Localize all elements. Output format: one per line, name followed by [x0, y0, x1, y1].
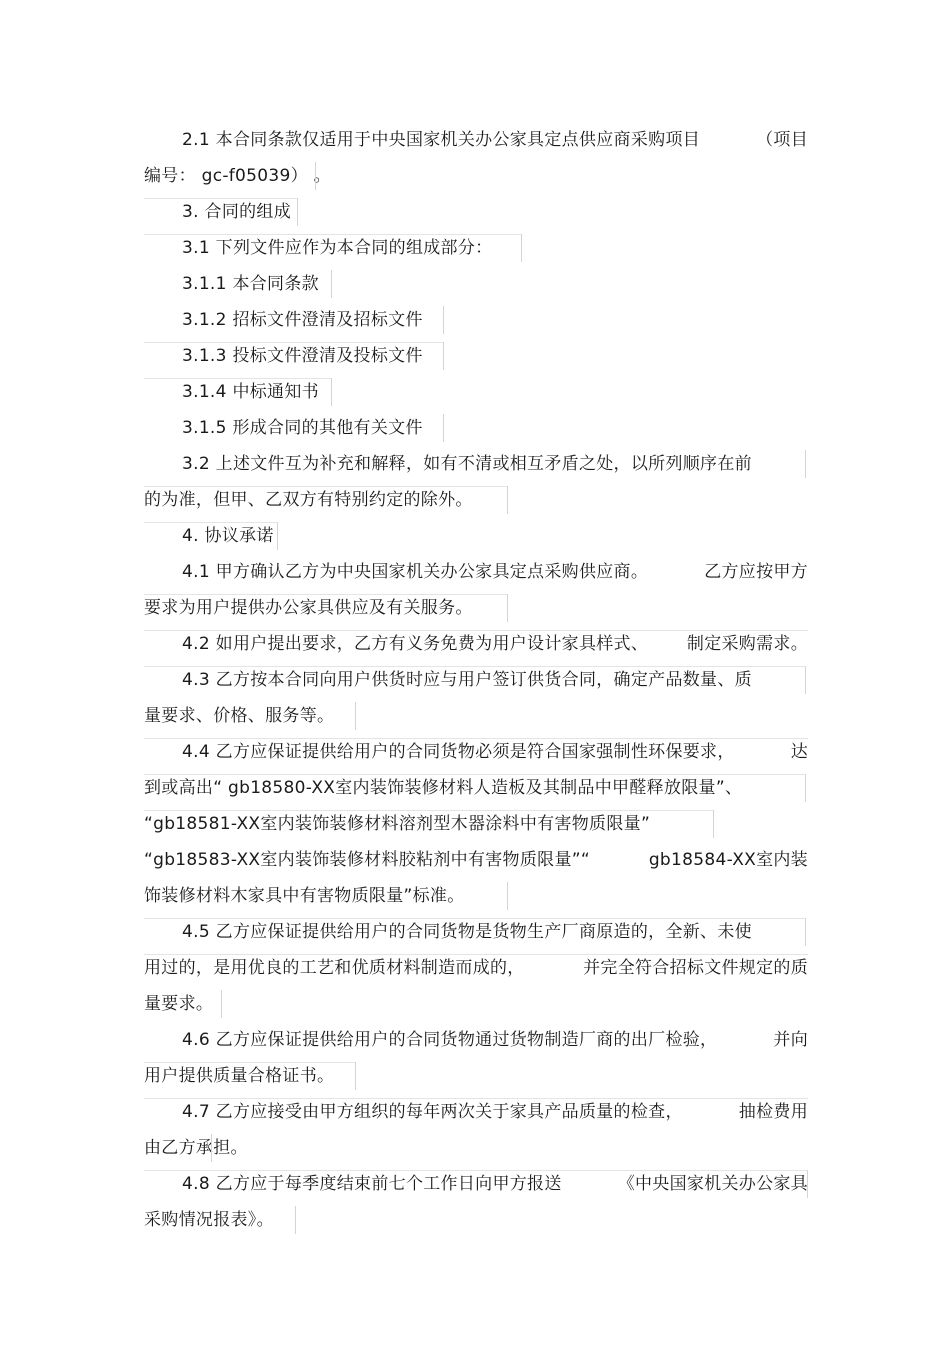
contract-document: [144, 122, 808, 1238]
clause-3-2-line-2: 的为准，但甲、乙双方有特别约定的除外。: [144, 482, 808, 518]
section-3-heading: 3. 合同的组成: [144, 194, 808, 230]
clause-4-7-line-2: 由乙方承担。: [144, 1130, 808, 1166]
clause-4-8-line-2: 采购情况报表》。: [144, 1202, 808, 1238]
clause-3-2-line-1: 3.2 上述文件互为补充和解释，如有不清或相互矛盾之处，以所列顺序在前: [144, 446, 808, 482]
clause-4-5-line-1: 4.5 乙方应保证提供给用户的合同货物是货物生产厂商原造的，全新、未使: [144, 914, 808, 950]
clause-3-1: 3.1 下列文件应作为本合同的组成部分：: [144, 230, 808, 266]
clause-4-3-line-2: 量要求、价格、服务等。: [144, 698, 808, 734]
clause-4-4-line-1: 4.4 乙方应保证提供给用户的合同货物必须是符合国家强制性环保要求， 达: [144, 734, 808, 770]
clause-4-4-line-3: “gb18581-XX室内装饰装修材料溶剂型木器涂料中有害物质限量”: [144, 806, 808, 842]
clause-3-1-4: 3.1.4 中标通知书: [144, 374, 808, 410]
clause-4-2: 4.2 如用户提出要求，乙方有义务免费为用户设计家具样式、 制定采购需求。: [144, 626, 808, 662]
clause-4-6-line-2: 用户提供质量合格证书。: [144, 1058, 808, 1094]
clause-4-4-line-2: 到或高出“ gb18580-XX室内装饰装修材料人造板及其制品中甲醛释放限量”、: [144, 770, 808, 806]
clause-4-1-line-1: 4.1 甲方确认乙方为中央国家机关办公家具定点采购供应商。 乙方应按甲方: [144, 554, 808, 590]
clause-4-1-line-2: 要求为用户提供办公家具供应及有关服务。: [144, 590, 808, 626]
clause-3-1-2: 3.1.2 招标文件澄清及招标文件: [144, 302, 808, 338]
clause-4-6-line-1: 4.6 乙方应保证提供给用户的合同货物通过货物制造厂商的出厂检验， 并向: [144, 1022, 808, 1058]
clause-4-8-line-1: 4.8 乙方应于每季度结束前七个工作日向甲方报送 《中央国家机关办公家具: [144, 1166, 808, 1202]
clause-2-1-line-1: 2.1 本合同条款仅适用于中央国家机关办公家具定点供应商采购项目 （项目: [144, 122, 808, 158]
clause-4-7-line-1: 4.7 乙方应接受由甲方组织的每年两次关于家具产品质量的检查， 抽检费用: [144, 1094, 808, 1130]
clause-3-1-5: 3.1.5 形成合同的其他有关文件: [144, 410, 808, 446]
clause-2-1-line-2: 编号： gc-f05039） 。: [144, 158, 808, 194]
clause-4-5-line-2: 用过的，是用优良的工艺和优质材料制造而成的， 并完全符合招标文件规定的质: [144, 950, 808, 986]
clause-4-4-line-5: 饰装修材料木家具中有害物质限量”标准。: [144, 878, 808, 914]
clause-3-1-3: 3.1.3 投标文件澄清及投标文件: [144, 338, 808, 374]
section-4-heading: 4. 协议承诺: [144, 518, 808, 554]
clause-4-4-line-4: “gb18583-XX室内装饰装修材料胶粘剂中有害物质限量”“ gb18584-XX室内装: [144, 842, 808, 878]
clause-3-1-1: 3.1.1 本合同条款: [144, 266, 808, 302]
clause-4-3-line-1: 4.3 乙方按本合同向用户供货时应与用户签订供货合同，确定产品数量、质: [144, 662, 808, 698]
clause-4-5-line-3: 量要求。: [144, 986, 808, 1022]
